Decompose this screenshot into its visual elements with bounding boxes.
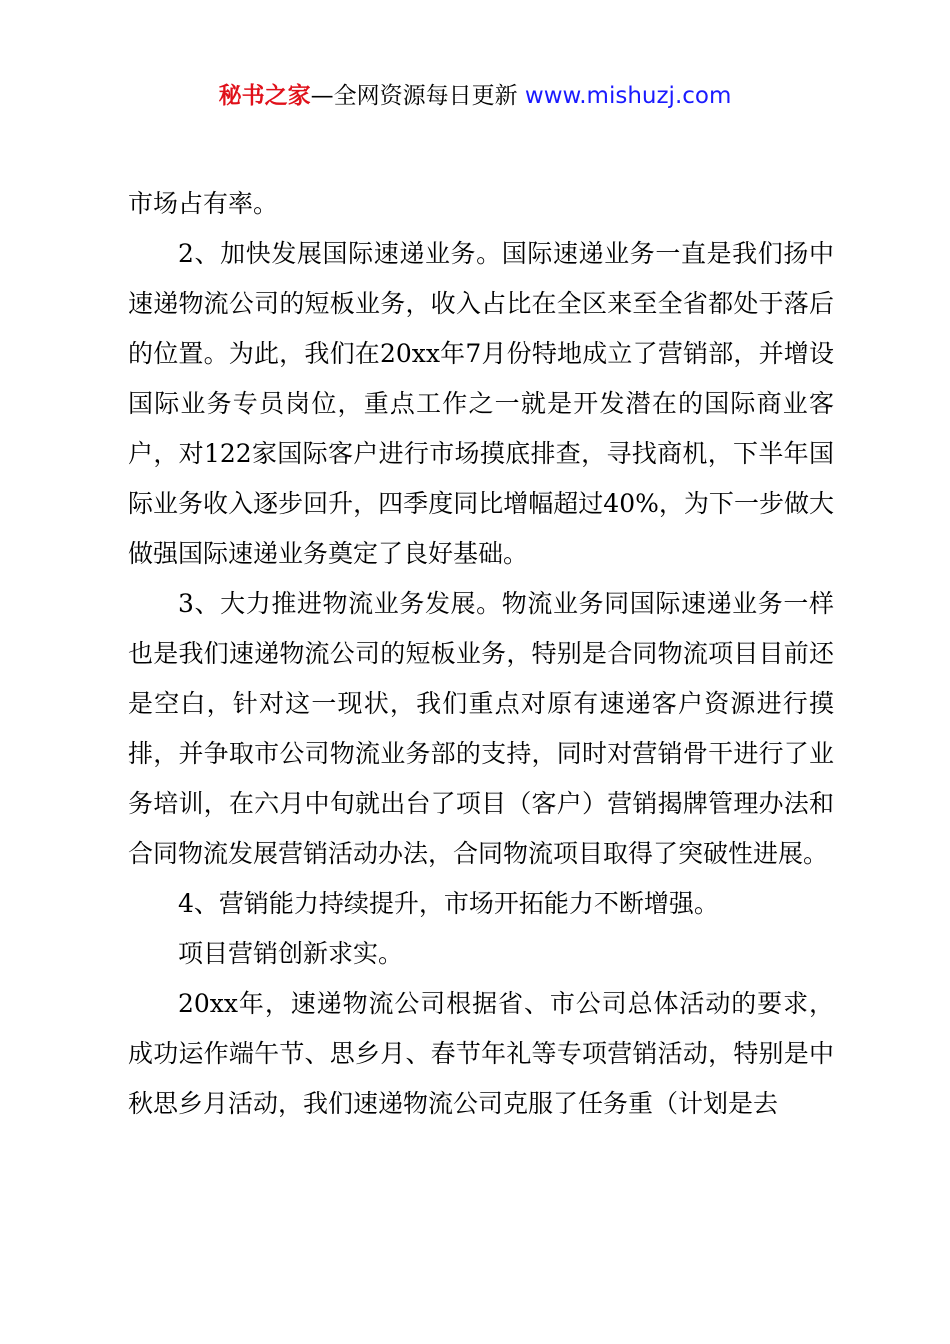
paragraph-project-marketing: 项目营销创新求实。: [178, 939, 404, 968]
website-link[interactable]: www.mishuzj.com: [524, 83, 732, 109]
paragraph-campaigns: 20xx年，速递物流公司根据省、市公司总体活动的要求，成功运作端午节、思乡月、春节年礼等专项营销活动，特别是中秋思乡月活动，我们速递物流公司克服了任务重（计划是去: [128, 989, 834, 1118]
paragraph-international-express: 2、加快发展国际速递业务。国际速递业务一直是我们扬中速递物流公司的短板业务，收入占比在全区来至全省都处于落后的位置。为此，我们在20xx年7月份特地成立了营销部，并增设国际业务专员岗位，重点工作之一就是开发潜在的国际商业客户，对122家国际客户进行市场摸底排查，寻找商机，下半年国际业务收入逐步回升，四季度同比增幅超过40%，为下一步做大做强国际速递业务奠定了良好基础。: [128, 239, 834, 568]
paragraph-continuation: 市场占有率。: [128, 189, 279, 218]
brand-name: 秘书之家: [218, 83, 311, 109]
page-header: [0, 80, 950, 112]
document-body: [128, 179, 834, 1129]
header-tagline: —全网资源每日更新: [310, 83, 518, 109]
paragraph-marketing-ability: 4、营销能力持续提升，市场开拓能力不断增强。: [178, 889, 719, 918]
paragraph-logistics: 3、大力推进物流业务发展。物流业务同国际速递业务一样也是我们速递物流公司的短板业务，特别是合同物流项目目前还是空白，针对这一现状，我们重点对原有速递客户资源进行摸排，并争取市公司物流业务部的支持，同时对营销骨干进行了业务培训，在六月中旬就出台了项目（客户）营销揭牌管理办法和合同物流发展营销活动办法，合同物流项目取得了突破性进展。: [128, 589, 834, 868]
